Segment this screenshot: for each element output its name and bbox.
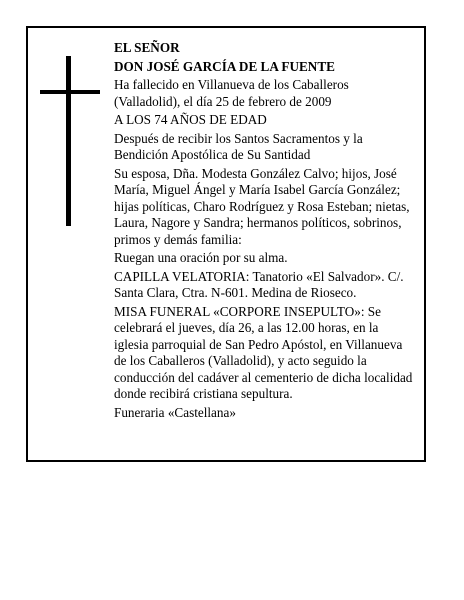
cross-horizontal-bar <box>40 90 100 94</box>
cross-icon <box>40 56 100 226</box>
funeral-info: MISA FUNERAL «CORPORE INSEPULTO»: Se celebrará el jueves, día 26, a las 12.00 horas, en la iglesia parroquial de San Pedro Apóstol, en Villanueva de los Caballeros (Valladolid), y acto seguido la conducción del cadáver al cementerio de dicha localidad donde recibirá cristiana sepultura. <box>114 303 413 401</box>
chapel-info: CAPILLA VELATORIA: Tanatorio «El Salvador». C/. Santa Clara, Ctra. N-601. Medina de Rioseco. <box>114 268 404 300</box>
notice-title-line1: EL SEÑOR <box>114 40 180 55</box>
funeral-home: Funeraria «Castellana» <box>114 404 236 420</box>
family-list: Su esposa, Dña. Modesta González Calvo; hijos, José María, Miguel Ángel y María Isabel García González; hijas políticas, Charo Rodríguez y Rosa Esteban; nietas, Laura, Nagore y Sandra; hermanos políticos, sobrinos, primos y demás familia: <box>114 165 410 247</box>
sacraments-line: Después de recibir los Santos Sacramentos y la Bendición Apostólica de Su Santidad <box>114 130 363 162</box>
death-info: Ha fallecido en Villanueva de los Caballeros (Valladolid), el día 25 de febrero de 2009 <box>114 77 349 109</box>
cross-vertical-bar <box>66 56 71 226</box>
deceased-name: DON JOSÉ GARCÍA DE LA FUENTE <box>114 58 335 74</box>
age-line: A LOS 74 AÑOS DE EDAD <box>114 112 267 127</box>
obituary-notice <box>26 26 426 462</box>
prayer-request: Ruegan una oración por su alma. <box>114 250 288 265</box>
notice-body <box>114 40 414 423</box>
